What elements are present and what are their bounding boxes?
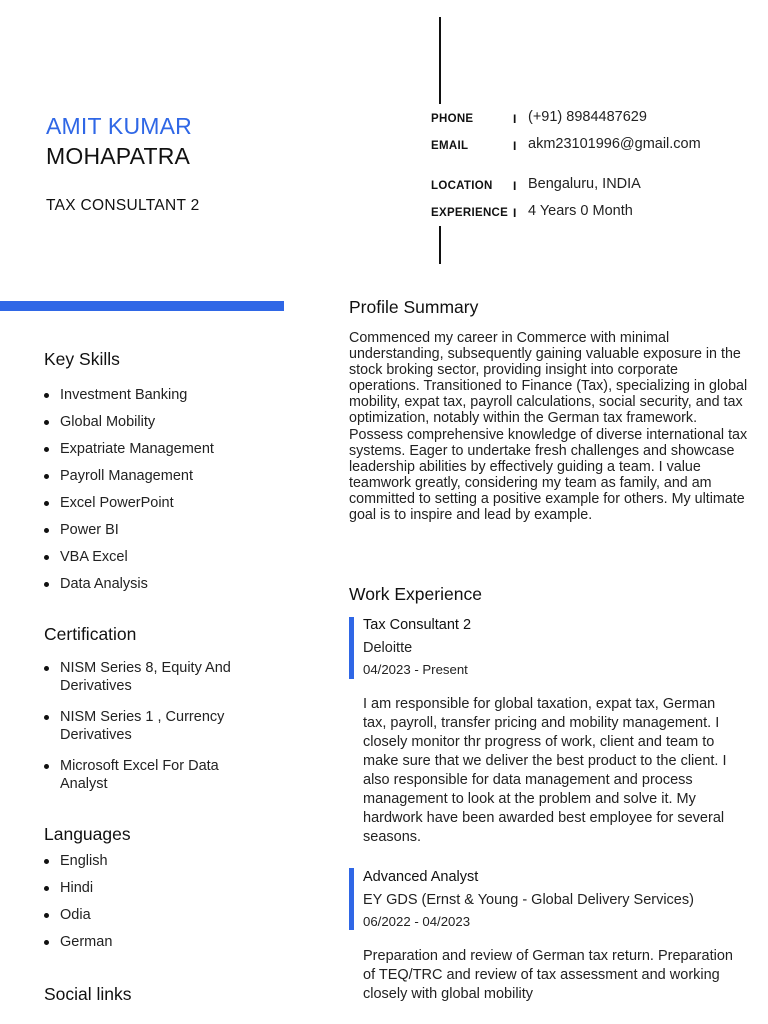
list-item: Payroll Management bbox=[44, 467, 284, 494]
job-description: Preparation and review of German tax return. Preparation of TEQ/TRC and review of tax assessment and working closely with global mobility bbox=[363, 948, 733, 1002]
contact-separator: I bbox=[513, 112, 517, 126]
summary-title: Profile Summary bbox=[349, 297, 479, 317]
list-item: Odia bbox=[44, 906, 244, 933]
list-item: Hindi bbox=[44, 879, 244, 906]
social-title: Social links bbox=[44, 984, 132, 1004]
job-dates: 04/2023 - Present bbox=[363, 662, 468, 677]
list-item: Excel PowerPoint bbox=[44, 494, 284, 521]
email-value: akm23101996@gmail.com bbox=[528, 136, 701, 152]
job-accent-bar bbox=[349, 868, 354, 930]
contact-label: EMAIL bbox=[431, 140, 469, 152]
contact-phone bbox=[431, 110, 731, 126]
job-company: Deloitte bbox=[363, 640, 413, 656]
phone-value: (+91) 8984487629 bbox=[528, 109, 647, 125]
list-item: NISM Series 1 , Currency Derivatives bbox=[44, 708, 259, 744]
languages-title: Languages bbox=[44, 824, 131, 844]
location-value: Bengaluru, INDIA bbox=[528, 176, 641, 192]
contact-separator: I bbox=[513, 206, 517, 220]
job-title: TAX CONSULTANT 2 bbox=[46, 197, 200, 214]
skills-title: Key Skills bbox=[44, 349, 120, 369]
last-name: MOHAPATRA bbox=[46, 143, 191, 169]
contact-separator: I bbox=[513, 139, 517, 153]
list-item: NISM Series 8, Equity And Derivatives bbox=[44, 659, 259, 695]
certification-list bbox=[44, 659, 259, 806]
certification-title: Certification bbox=[44, 624, 137, 644]
summary-text: Commenced my career in Commerce with minimal understanding, subsequently gaining valuable exposure in the stock broking sector, providing insight into corporate operations. Transitioned to Finance (Tax), specializing in global mobility, expat tax, payroll calculations, social security, and tax optimization, notably within the German tax framework. Possess comprehensive knowledge of diverse international tax systems. Eager to undertake fresh challenges and showcase leadership abilities by effectively guiding a team. I value teamwork greatly, considering my team as family, and am committed to setting a positive example for others. My ultimate goal is to inspire and lead by example. bbox=[349, 330, 748, 524]
job-description: I am responsible for global taxation, expat tax, German tax, payroll, transfer pricing and mobility management. I closely monitor thr progress of work, client and team to make sure that we deliver the best product to the client. I also responsible for data management and process management to look at the problem and solve it. My hardwork have been awarded best employee for several seasons. bbox=[363, 696, 727, 845]
list-item: English bbox=[44, 852, 244, 879]
job-title: Tax Consultant 2 bbox=[363, 617, 472, 633]
contact-label: EXPERIENCE bbox=[431, 207, 509, 219]
first-name: AMIT KUMAR bbox=[46, 113, 192, 139]
languages-list bbox=[44, 852, 244, 960]
experience-title: Work Experience bbox=[349, 584, 482, 604]
experience-value: 4 Years 0 Month bbox=[528, 203, 633, 219]
list-item: German bbox=[44, 933, 244, 960]
contact-location bbox=[431, 177, 731, 193]
contact-experience bbox=[431, 204, 731, 220]
contact-separator: I bbox=[513, 179, 517, 193]
job-accent-bar bbox=[349, 617, 354, 679]
contact-label: LOCATION bbox=[431, 180, 493, 192]
accent-bar bbox=[0, 301, 284, 311]
list-item: Global Mobility bbox=[44, 413, 284, 440]
list-item: Data Analysis bbox=[44, 575, 284, 602]
list-item: VBA Excel bbox=[44, 548, 284, 575]
divider-line-top bbox=[439, 17, 441, 104]
list-item: Microsoft Excel For Data Analyst bbox=[44, 757, 259, 793]
list-item: Investment Banking bbox=[44, 386, 284, 413]
divider-line-bottom bbox=[439, 226, 441, 264]
job-dates: 06/2022 - 04/2023 bbox=[363, 914, 471, 929]
skills-list bbox=[44, 386, 284, 602]
contact-email bbox=[431, 137, 731, 153]
contact-label: PHONE bbox=[431, 113, 474, 125]
list-item: Expatriate Management bbox=[44, 440, 284, 467]
job-company: EY GDS (Ernst & Young - Global Delivery Services) bbox=[363, 892, 694, 908]
job-title: Advanced Analyst bbox=[363, 869, 479, 885]
list-item: Power BI bbox=[44, 521, 284, 548]
